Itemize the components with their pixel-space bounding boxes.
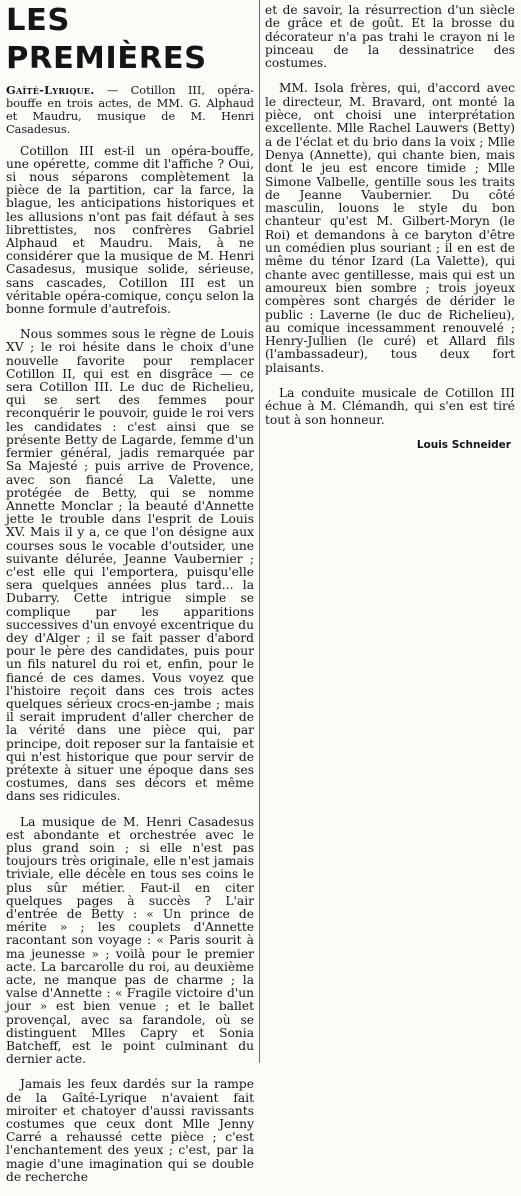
right-column [265,4,515,451]
paragraph: La musique de M. Henri Casadesus est abondante et orchestrée avec le plus grand soin ; si elle n'est pas toujours très originale, elle n'est jamais triviale, elle décèle en tous ses coins le plus sûr métier. Faut-il en citer quelques pages à succès ? L'air d'entrée de Betty : « Un prince de mérite » ; les couplets d'Annette racontant son voyage : « Paris sourit à ma jeunesse » ; voilà pour le premier acte. La barcarolle du roi, au deuxième acte, ne manque pas de charme ; la valse d'Annette : « Fragile victoire d'un jour » est bien venue ; et le ballet provençal, avec sa farandole, où se distinguent Mlles Capry et Sonia Batcheff, est le point culminant du dernier acte. [6,814,254,1067]
review-lead [6,84,254,137]
author-signature: Louis Schneider [416,438,511,451]
paragraph: Jamais les feux dardés sur la rampe de la Gaîté-Lyrique n'avaient fait miroiter et chatoyer d'aussi ravissants costumes que ceux dont Mlle Jenny Carré a rehaussé cette pièce ; c'est l'enchantement des yeux ; c'est, par la magie d'une imagination qui se double de recherche [6,1077,254,1184]
left-column [6,0,254,1196]
column-rule [259,0,260,1063]
paragraph: et de savoir, la résurrection d'un siècle de grâce et de goût. Et la brosse du décorateur n'a pas trahi le crayon ni le pinceau de la dessinatrice des costumes. [265,3,515,71]
paragraph: MM. Isola frères, qui, d'accord avec le directeur, M. Bravard, ont monté la pièce, ont choisi une interprétation excellente. Mlle Rachel Lauwers (Betty) a de l'éclat et du brio dans la voix ; Mlle Denya (Annette), qui chante bien, mais dont le jeu est encore timide ; Mlle Simone Valbelle, gentille sous les traits de Jeanne Vaubernier. Du côté masculin, louons le style du bon chanteur qu'est M. Gilbert-Moryn (le Roi) et demandons à ce baryton d'être un comédien plus souriant ; il en est de même du ténor Izard (La Valette), qui chante avec gentillesse, mais qui est un amoureux bien sombre ; trois joyeux compères sont chargés de dérider le public : Laverne (le duc de Richelieu), au comique incessamment renouvelé ; Henry-Jullien (le curé) et Allard fils (l'ambassadeur), tous deux fort plaisants. [265,81,515,375]
paragraph: Cotillon III est-il un opéra-bouffe, une opérette, comme dit l'affiche ? Oui, si nous séparons complètement la pièce de la partition, car la farce, la blague, les anticipations historiques et les allusions n'ont pas fait défaut à ses librettistes, nos confrères Gabriel Alphaud et Maudru. Mais, à ne considérer que la musique de M. Henri Casadesus, musique solide, sérieuse, sans cascades, Cotillon III est un véritable opéra-comique, conçu selon la bonne formule d'autrefois. [6,143,254,317]
lead-text: — Cotillon III, opéra-bouffe en trois actes, de MM. G. Alphaud et Maudru, musique de M. Henri Casadesus. [6,84,254,136]
paragraph: Nous sommes sous le règne de Louis XV ; le roi hésite dans le choix d'une nouvelle favorite pour remplacer Cotillon II, qui est en disgrâce — ce sera Cotillon III. Le duc de Richelieu, qui se sert des femmes pour reconquérir le pouvoir, guide le roi vers les candidates : c'est ainsi que se présente Betty de Lagarde, femme d'un fermier général, jadis remarquée par Sa Majesté ; puis arrive de Provence, avec son fiancé La Valette, une protégée de Betty, qui se nomme Annette Monclar ; la beauté d'Annette jette le trouble dans l'esprit de Louis XV. Mais il y a, ce que l'on désigne aux courses sous le vocable d'outsider, une suivante délurée, Jeanne Vaubernier ; c'est elle qui l'emportera, puisqu'elle sera quelques années plus tard... la Dubarry. Cette intrigue simple se complique par les apparitions successives d'un envoyé excentrique du dey d'Alger ; il se fait passer d'abord pour le père des candidates, puis pour un fils naturel du roi et, enfin, pour le fiancé de ces dames. Vous voyez que l'histoire reçoit dans ces trois actes quelques sérieux crocs-en-jambe ; mais il serait imprudent d'aller chercher de la vérité dans une pièce qui, par principe, doit reposer sur la fantaisie et qui n'est historique que pour servir de prétexte à situer une époque dans ses costumes, dans ses décors et même dans ses ridicules. [6,327,254,804]
venue-name: Gaîté-Lyrique. [6,83,95,97]
paragraph: La conduite musicale de Cotillon III échue à M. Clémandh, qui s'en est tiré tout à son honneur. [265,386,515,427]
page-title: LES PREMIÈRES [6,3,207,76]
